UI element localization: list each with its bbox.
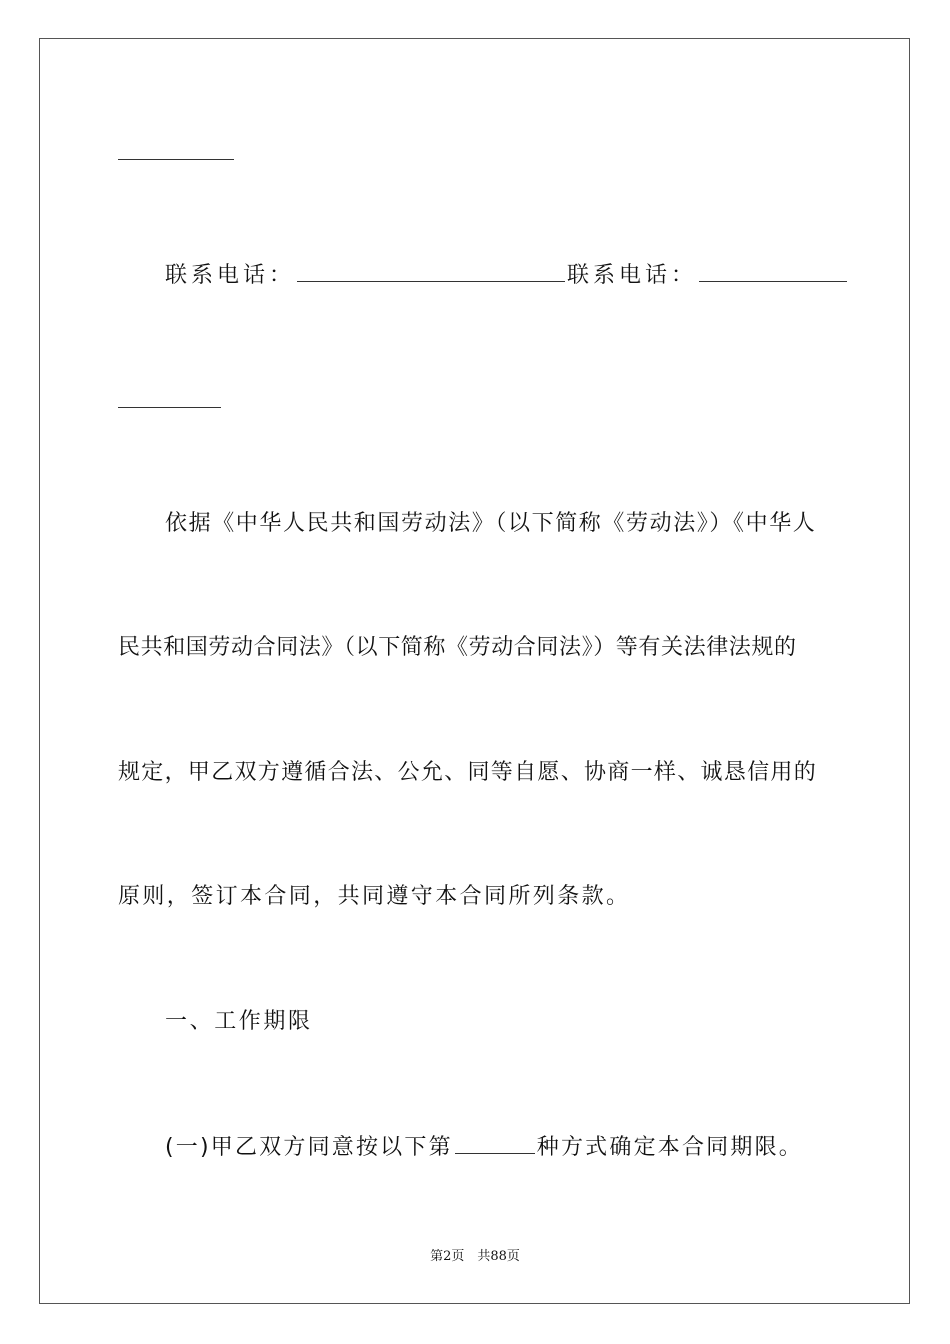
section-heading: 一、工作期限 bbox=[165, 1009, 313, 1034]
clause-1-suffix: 种方式确定本合同期限。 bbox=[536, 1135, 803, 1160]
clause-1 bbox=[165, 1131, 803, 1163]
clause-1-prefix: (一)甲乙双方同意按以下第 bbox=[165, 1135, 453, 1160]
contact-phone-blank-left bbox=[297, 259, 565, 282]
paragraph-line-4: 原则，签订本合同，共同遵守本合同所列条款。 bbox=[118, 884, 631, 909]
blank-line-top bbox=[118, 159, 234, 160]
paragraph-line-3: 规定，甲乙双方遵循合法、公允、同等自愿、协商一样、诚恳信用的 bbox=[118, 760, 818, 785]
contact-phone-blank-right bbox=[699, 259, 847, 282]
page-border bbox=[39, 38, 910, 1304]
contact-phone-label-left: 联系电话： bbox=[165, 263, 296, 288]
contact-phone-line bbox=[165, 259, 849, 291]
paragraph-line-1: 依据《中华人民共和国劳动法》（以下简称《劳动法》）《中华人 bbox=[165, 511, 817, 536]
paragraph-line-2: 民共和国劳动合同法》（以下简称《劳动合同法》）等有关法律法规的 bbox=[118, 635, 797, 660]
contact-phone-label-right: 联系电话： bbox=[567, 263, 698, 288]
clause-1-blank bbox=[455, 1131, 535, 1154]
blank-line-middle bbox=[118, 407, 221, 408]
page-number-footer: 第2页 共88页 bbox=[430, 1249, 520, 1264]
